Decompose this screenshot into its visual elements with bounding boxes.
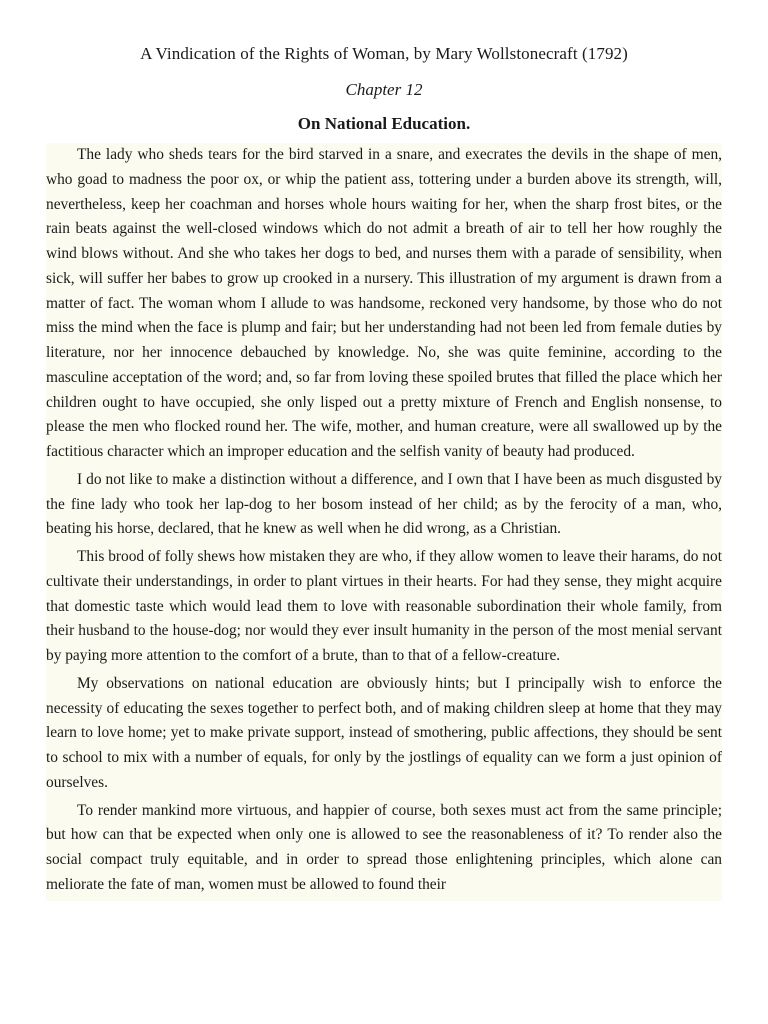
paragraph-5: To render mankind more virtuous, and happier of course, both sexes must act from the same principle; but how can that be expected when only one is allowed to see the reasonableness of it? To render also the social compact truly equitable, and in order to spread those enlightening principles, which alone can meliorate the fate of man, women must be allowed to found their	[46, 801, 722, 893]
book-title: A Vindication of the Rights of Woman, by Mary Wollstonecraft (1792)	[140, 44, 628, 63]
paragraph-4: My observations on national education are obviously hints; but I principally wish to enforce the necessity of educating the sexes together to perfect both, and of making children sleep at home that they may learn to love home; yet to make private support, instead of smothering, public affections, they should be sent to school to mix with a number of equals, for only by the jostlings of equality can we form a just opinion of ourselves.	[46, 674, 722, 791]
chapter-label: Chapter 12	[345, 80, 423, 99]
chapter-heading: On National Education.	[297, 114, 471, 133]
paragraph-2: I do not like to make a distinction without a difference, and I own that I have been as much disgusted by the fine lady who took her lap-dog to her bosom instead of her child; as by the ferocity of a man, who, beating his horse, declared, that he knew as well when he did wrong, as a Christian.	[46, 470, 722, 538]
paragraph-1: The lady who sheds tears for the bird starved in a snare, and execrates the devils in the shape of men, who goad to madness the poor ox, or whip the patient ass, tottering under a burden above its strength, will, nevertheless, keep her coachman and horses whole hours waiting for her, when the sharp frost bites, or the rain beats against the well-closed windows which do not admit a breath of air to tell her how roughly the wind blows without. And she who takes her dogs to bed, and nurses them with a parade of sensibility, when sick, will suffer her babes to grow up crooked in a nursery. This illustration of my argument is drawn from a matter of fact. The woman whom I allude to was handsome, reckoned very handsome, by those who do not miss the mind when the face is plump and fair; but her understanding had not been led from female duties by literature, nor her innocence debauched by knowledge. No, she was quite feminine, according to the masculine acceptation of the word; and, so far from loving these spoiled brutes that filled the place which her children ought to have occupied, she only lisped out a pretty mixture of French and English nonsense, to please the men who flocked round her. The wife, mother, and human creature, were all swallowed up by the factitious character which an improper education and the selfish vanity of beauty had produced.	[46, 146, 722, 460]
body-text	[46, 143, 722, 901]
paragraph-3: This brood of folly shews how mistaken they are who, if they allow women to leave their harams, do not cultivate their understandings, in order to plant virtues in their hearts. For had they sense, they might acquire that domestic taste which would lead them to love with reasonable subordination their whole family, from their husband to the house-dog; nor would they ever insult humanity in the person of the most menial servant by paying more attention to the comfort of a brute, than to that of a fellow-creature.	[46, 548, 722, 664]
